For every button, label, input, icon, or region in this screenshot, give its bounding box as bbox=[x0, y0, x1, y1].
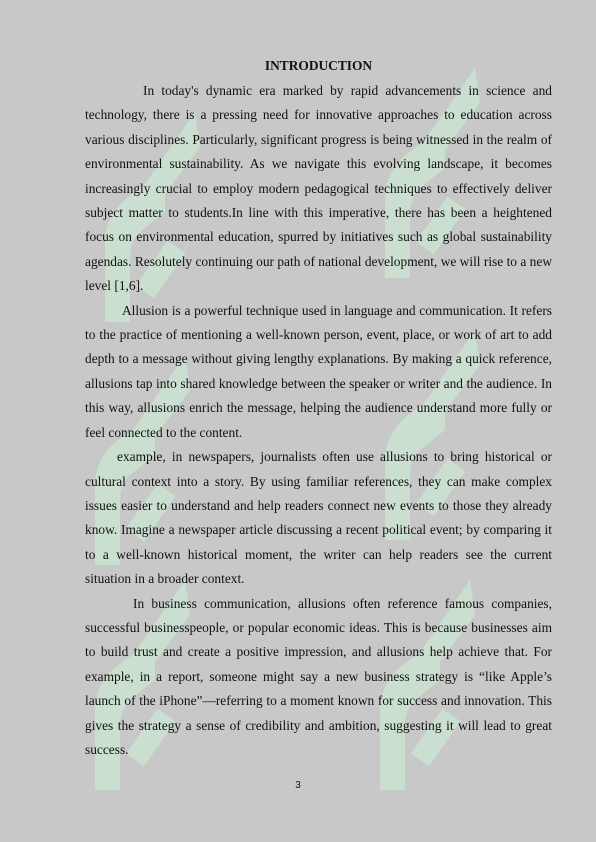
paragraph: Allusion is a powerful technique used in language and communication. It refers to the practice of mentioning a well-known person, event, place, or work of art to add depth to a message without giving lengthy explanations. By making a quick reference, allusions tap into shared knowledge between the speaker or writer and the audience. In this way, allusions enrich the message, helping the audience understand more fully or feel connected to the content. bbox=[85, 302, 552, 440]
paragraph: In today's dynamic era marked by rapid advancements in science and technology, there is a pressing need for innovative approaches to education across various disciplines. Particularly, significant progress is being witnessed in the realm of environmental sustainability. As we navigate this evolving landscape, it becomes increasingly crucial to employ modern pedagogical techniques to effectively deliver subject matter to students.In line with this imperative, there has been a heightened focus on environmental education, spurred by initiatives such as global sustainability agendas. Resolutely continuing our path of national development, we will rise to a new level [1,6]. bbox=[85, 83, 552, 294]
paragraph: example, in newspapers, journalists often use allusions to bring historical or cultural context into a story. By using familiar references, they can make complex issues easier to understand and help readers connect new events to those they already know. Imagine a newspaper article discussing a recent political event; by comparing it to a well-known historical moment, the writer can help readers see the current situation in a broader context. bbox=[85, 449, 552, 587]
page-number: 3 bbox=[295, 780, 301, 791]
section-heading: INTRODUCTION bbox=[264, 58, 373, 73]
paragraph: In business communication, allusions often reference famous companies, successful businesspeople, or popular economic ideas. This is because businesses aim to build trust and create a positive impression, and allusions help achieve that. For example, in a report, someone might say a new business strategy is “like Apple’s launch of the iPhone”—referring to a moment known for success and innovation. This gives the strategy a sense of credibility and ambition, suggesting it will lead to great success. bbox=[85, 595, 552, 757]
body-text bbox=[85, 79, 552, 762]
